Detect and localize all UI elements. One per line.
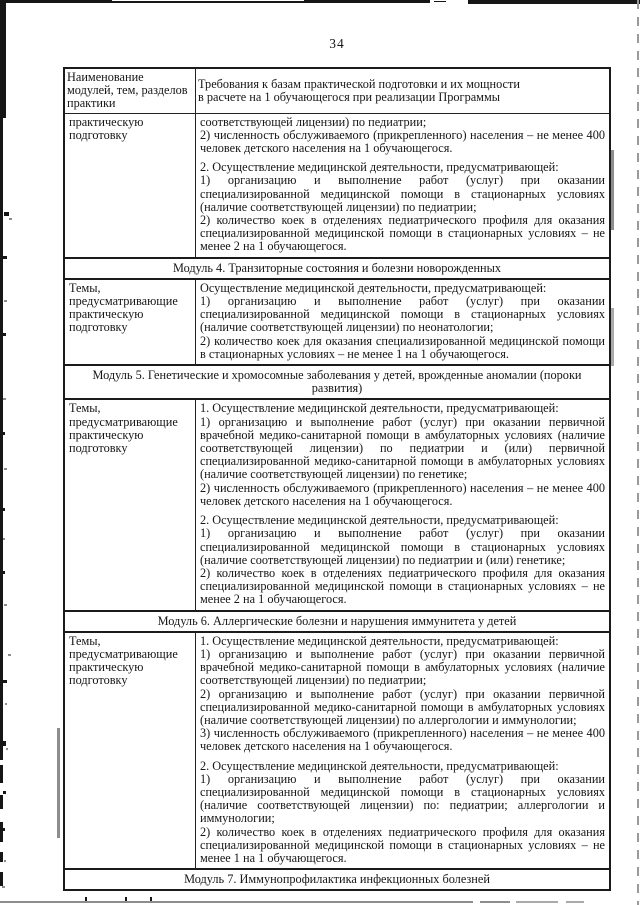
- scan-speckle: [3, 791, 6, 794]
- scan-artifact-table-right-shadow: [611, 150, 614, 230]
- text-line: 1) организацию и выполнение работ (услуг) при оказании специализированной медицинской помощи в стационарных условиях (наличие соответствующей лицензии) по неонатологии;: [200, 294, 605, 335]
- text-line: 2) количество коек в отделениях педиатрического профиля для оказания специализированной медицинской помощи в стационарных условиях – не менее 1 на 1 обучающегося.: [200, 824, 605, 865]
- text-line: 1) организацию и выполнение работ (услуг) при оказании специализированной медицинской помощи в стационарных условиях (наличие соответствующей лицензии) по: педиатрии; аллергологии и иммунологии;: [200, 771, 605, 826]
- cell-module5-right: [196, 399, 611, 610]
- cell-practice-right: [196, 113, 611, 258]
- cell-module4-right: [196, 279, 611, 365]
- scan-artifact-bottom-line: [0, 901, 473, 903]
- scan-speckle: [4, 604, 7, 606]
- scan-speckle: [2, 571, 5, 574]
- module7-header-row: [64, 869, 610, 890]
- scan-artifact-left-edge: [0, 852, 3, 862]
- paragraph-group: [200, 514, 605, 606]
- module4-content-row: [64, 279, 610, 365]
- text-line: 1. Осуществление медицинской деятельности, предусматривающей:: [200, 401, 559, 416]
- scan-speckle: [2, 508, 5, 511]
- text-line: 2) количество коек для оказания специализированной медицинской помощи в стационарных условиях – не менее 1 на 1 обучающегося.: [200, 333, 605, 361]
- paragraph-group: [200, 161, 605, 253]
- scan-artifact-left-edge: [0, 795, 3, 809]
- cell-module4-left: Темы, предусматривающие практическую подготовку: [64, 279, 196, 365]
- scan-artifact-left-edge: [0, 822, 3, 842]
- module4-header-row: [64, 258, 610, 279]
- text-line: 1) организацию и выполнение работ (услуг) при оказании специализированной медицинской помощи в стационарных условиях (наличие соответствующей лицензии) по педиатрии и (или) генетике;: [200, 526, 605, 567]
- cell-module5-left: Темы, предусматривающие практическую подготовку: [64, 399, 196, 610]
- module5-content-row: [64, 399, 610, 610]
- scan-speckle: [2, 333, 6, 336]
- scan-speckle: [9, 218, 12, 220]
- module6-header-row: [64, 611, 610, 632]
- scan-speckle: [6, 748, 8, 750]
- module6-title: Модуль 6. Аллергические болезни и нарушения иммунитета у детей: [64, 611, 610, 632]
- text-line: 2. Осуществление медицинской деятельности, предусматривающей:: [200, 758, 559, 773]
- text-line: 1) организацию и выполнение работ (услуг) при оказании специализированной медицинской помощи в стационарных условиях (наличие соответствующей лицензии) по педиатрии;: [200, 173, 605, 214]
- scan-speckle: [85, 897, 87, 901]
- module6-content-row: [64, 632, 610, 869]
- text-line: соответствующей лицензии) по педиатрии;: [200, 114, 427, 129]
- paragraph-group: [200, 760, 605, 866]
- scan-artifact-top-edge: [434, 1, 446, 2]
- text-line: 1. Осуществление медицинской деятельности, предусматривающей:: [200, 633, 559, 648]
- module5-title: Модуль 5. Генетические и хромосомные заболевания у детей, врожденные аномалии (пороки развития): [64, 365, 610, 399]
- scan-artifact-left-edge: [0, 765, 3, 783]
- scan-speckle: [150, 897, 152, 901]
- scan-artifact-left-edge: [0, 0, 6, 118]
- text-line: практики: [67, 96, 116, 111]
- text-line: 3) численность обслуживаемого (прикрепленного) населения – не менее 400 человек детского населения на 1 обучающегося.: [200, 726, 605, 754]
- scan-artifact-top-edge: [468, 0, 640, 4]
- header-cell-requirements: [196, 68, 611, 113]
- scan-speckle: [2, 886, 5, 888]
- paragraph-group: [200, 282, 605, 361]
- page-number: 34: [329, 36, 345, 51]
- paragraph-group: [200, 402, 605, 508]
- scan-speckle: [4, 212, 9, 216]
- text-line: 2. Осуществление медицинской деятельности, предусматривающей:: [200, 160, 559, 175]
- scan-speckle: [4, 860, 6, 862]
- text-line: Наименование: [67, 70, 144, 84]
- scan-speckle: [2, 432, 5, 435]
- scan-speckle: [125, 897, 127, 901]
- scan-speckle: [3, 398, 6, 400]
- scan-speckle: [4, 468, 7, 470]
- text-line: Осуществление медицинской деятельности, предусматривающей:: [200, 280, 547, 295]
- scan-speckle: [3, 538, 5, 540]
- module4-title: Модуль 4. Транзиторные состояния и болезни новорожденных: [64, 258, 610, 279]
- text-line: 1) организацию и выполнение работ (услуг) при оказании первичной врачебной медико-санитарной помощи в амбулаторных условиях (наличие соответствующей лицензии) по педиатрии;: [200, 646, 605, 688]
- requirements-table: [63, 67, 611, 891]
- table-header-row: [64, 68, 610, 113]
- scan-artifact-bottom-line: [516, 901, 558, 903]
- cell-practice-left: практическую подготовку: [64, 113, 196, 258]
- scan-artifact-bottom-line: [566, 901, 584, 903]
- header-cell-modules: [64, 68, 196, 113]
- module5-header-row: [64, 365, 610, 399]
- text-line: 2. Осуществление медицинской деятельности, предусматривающей:: [200, 513, 559, 528]
- paragraph-group: [200, 635, 605, 754]
- scan-artifact-table-left-shadow: [57, 728, 60, 838]
- module7-title: Модуль 7. Иммунопрофилактика инфекционных болезней: [64, 869, 610, 890]
- cell-module6-right: [196, 632, 611, 869]
- scan-artifact-top-edge: [112, 1, 304, 3]
- row-practice-continuation: [64, 113, 610, 258]
- scan-speckle: [4, 300, 7, 302]
- scan-speckle: [3, 680, 7, 683]
- scan-speckle: [2, 828, 5, 831]
- text-line: в расчете на 1 обучающегося при реализации Программы: [198, 89, 501, 104]
- scan-speckle: [5, 703, 7, 705]
- scan-artifact-bottom-line: [480, 901, 510, 903]
- text-line: Требования к базам практической подготовки и их мощности: [198, 76, 520, 91]
- scan-speckle: [8, 654, 11, 656]
- scan-speckle: [3, 256, 7, 259]
- text-line: 2) численность обслуживаемого (прикрепленного) населения – не менее 400 человек детского населения на 1 обучающегося.: [200, 480, 605, 508]
- scan-artifact-left-edge: [0, 872, 3, 886]
- scan-artifact-top-edge: [0, 0, 112, 3]
- scan-speckle: [2, 741, 6, 746]
- scan-artifact-right-edge: [637, 0, 639, 905]
- scan-artifact-top-edge: [304, 0, 430, 3]
- text-line: 2) организацию и выполнение работ (услуг) при оказании первичной специализированной медико-санитарной помощи в амбулаторных условиях (наличие соответствующей лицензии) по аллергологии и иммунологии;: [200, 686, 605, 727]
- paragraph-group: [200, 116, 605, 156]
- text-line: 2) количество коек в отделениях педиатрического профиля для оказания специализированной медицинской помощи в стационарных условиях – не менее 2 на 1 обучающегося.: [200, 565, 605, 607]
- text-line: модулей, тем, разделов: [67, 83, 188, 98]
- text-line: 2) численность обслуживаемого (прикрепленного) населения – не менее 400 человек детского населения на 1 обучающегося.: [200, 127, 605, 156]
- text-line: 2) количество коек в отделениях педиатрического профиля для оказания специализированной медицинской помощи в стационарных условиях – не менее 2 на 1 обучающегося.: [200, 213, 605, 254]
- text-line: 1) организацию и выполнение работ (услуг) при оказании первичной врачебной медико-санитарной помощи в амбулаторных условиях (наличие соответствующей лицензии) по педиатрии и (или) первичной специализированной медико-санитарной помощи в амбулаторных условиях (наличие соответствующей лицензии) по генетике;: [200, 414, 605, 482]
- cell-module6-left: Темы, предусматривающие практическую подготовку: [64, 632, 196, 869]
- scan-artifact-table-right-shadow: [611, 308, 614, 366]
